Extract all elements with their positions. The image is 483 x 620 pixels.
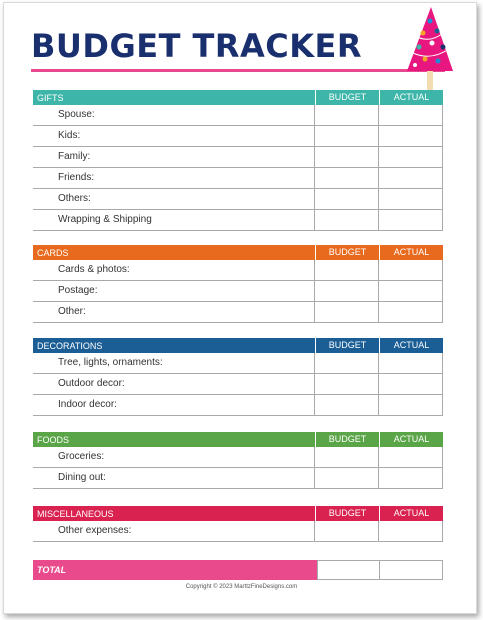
budget-column-header: BUDGET	[315, 506, 379, 521]
budget-column-header: BUDGET	[315, 245, 379, 260]
actual-cell[interactable]	[378, 521, 443, 541]
budget-cell[interactable]	[314, 147, 378, 167]
foods-header	[33, 432, 443, 447]
budget-cell[interactable]	[314, 447, 378, 467]
table-row	[33, 468, 443, 489]
actual-cell[interactable]	[378, 168, 443, 188]
budget-cell[interactable]	[314, 395, 378, 415]
actual-cell[interactable]	[378, 395, 443, 415]
budget-cell[interactable]	[314, 353, 378, 373]
foods-section	[33, 432, 443, 489]
table-row	[33, 521, 443, 542]
actual-column-header: ACTUAL	[379, 90, 443, 105]
table-row	[33, 210, 443, 231]
row-label: Other:	[58, 306, 86, 317]
decorations-section	[33, 338, 443, 416]
table-row	[33, 126, 443, 147]
row-label: Tree, lights, ornaments:	[58, 357, 163, 368]
row-label: Postage:	[58, 285, 98, 296]
table-row	[33, 395, 443, 416]
row-label: Cards & photos:	[58, 264, 130, 275]
actual-cell[interactable]	[378, 302, 443, 322]
row-label: Dining out:	[58, 472, 106, 483]
budget-column-header: BUDGET	[315, 432, 379, 447]
table-row	[33, 447, 443, 468]
gifts-label: GIFTS	[37, 92, 64, 103]
table-row	[33, 189, 443, 210]
table-row	[33, 353, 443, 374]
actual-cell[interactable]	[378, 281, 443, 301]
actual-cell[interactable]	[378, 468, 443, 488]
table-row	[33, 374, 443, 395]
gifts-section	[33, 90, 443, 231]
budget-cell[interactable]	[314, 126, 378, 146]
budget-cell[interactable]	[314, 374, 378, 394]
budget-cell[interactable]	[314, 281, 378, 301]
actual-cell[interactable]	[378, 189, 443, 209]
copyright-footer: Copyright © 2023 MarttzFineDesigns.com	[185, 584, 298, 590]
gifts-header	[33, 90, 443, 105]
actual-column-header: ACTUAL	[379, 506, 443, 521]
budget-cell[interactable]	[314, 168, 378, 188]
row-label: Kids:	[58, 130, 81, 141]
row-label: Family:	[58, 151, 91, 162]
foods-label: FOODS	[37, 434, 70, 445]
row-label: Wrapping & Shipping	[58, 214, 152, 225]
row-label: Spouse:	[58, 109, 95, 120]
budget-column-header: BUDGET	[315, 338, 379, 353]
row-label: Other expenses:	[58, 525, 132, 536]
actual-cell[interactable]	[378, 374, 443, 394]
table-row	[33, 260, 443, 281]
title-underline	[31, 69, 445, 72]
actual-column-header: ACTUAL	[379, 338, 443, 353]
actual-cell[interactable]	[378, 105, 443, 125]
actual-column-header: ACTUAL	[379, 245, 443, 260]
page-title: BUDGET TRACKER	[31, 27, 363, 65]
row-label: Outdoor decor:	[58, 378, 125, 389]
decorations-header	[33, 338, 443, 353]
actual-cell[interactable]	[378, 260, 443, 280]
total-actual-cell[interactable]	[380, 560, 443, 580]
budget-cell[interactable]	[314, 302, 378, 322]
miscellaneous-label: MISCELLANEOUS	[37, 508, 114, 519]
total-row	[33, 560, 443, 580]
cards-header	[33, 245, 443, 260]
budget-cell[interactable]	[314, 105, 378, 125]
budget-cell[interactable]	[314, 521, 378, 541]
table-row	[33, 281, 443, 302]
miscellaneous-section	[33, 506, 443, 542]
budget-cell[interactable]	[314, 210, 378, 230]
cards-section	[33, 245, 443, 323]
total-budget-cell[interactable]	[317, 560, 380, 580]
row-label: Others:	[58, 193, 91, 204]
miscellaneous-header	[33, 506, 443, 521]
actual-cell[interactable]	[378, 210, 443, 230]
budget-cell[interactable]	[314, 189, 378, 209]
row-label: Indoor decor:	[58, 399, 117, 410]
table-row	[33, 302, 443, 323]
table-row	[33, 168, 443, 189]
actual-cell[interactable]	[378, 147, 443, 167]
budget-cell[interactable]	[314, 468, 378, 488]
budget-cell[interactable]	[314, 260, 378, 280]
actual-column-header: ACTUAL	[379, 432, 443, 447]
christmas-tree-icon	[405, 3, 455, 95]
row-label: Friends:	[58, 172, 95, 183]
actual-cell[interactable]	[378, 447, 443, 467]
cards-label: CARDS	[37, 247, 69, 258]
table-row	[33, 147, 443, 168]
total-label: TOTAL	[33, 560, 317, 580]
budget-column-header: BUDGET	[315, 90, 379, 105]
actual-cell[interactable]	[378, 353, 443, 373]
decorations-label: DECORATIONS	[37, 340, 103, 351]
row-label: Groceries:	[58, 451, 105, 462]
table-row	[33, 105, 443, 126]
actual-cell[interactable]	[378, 126, 443, 146]
